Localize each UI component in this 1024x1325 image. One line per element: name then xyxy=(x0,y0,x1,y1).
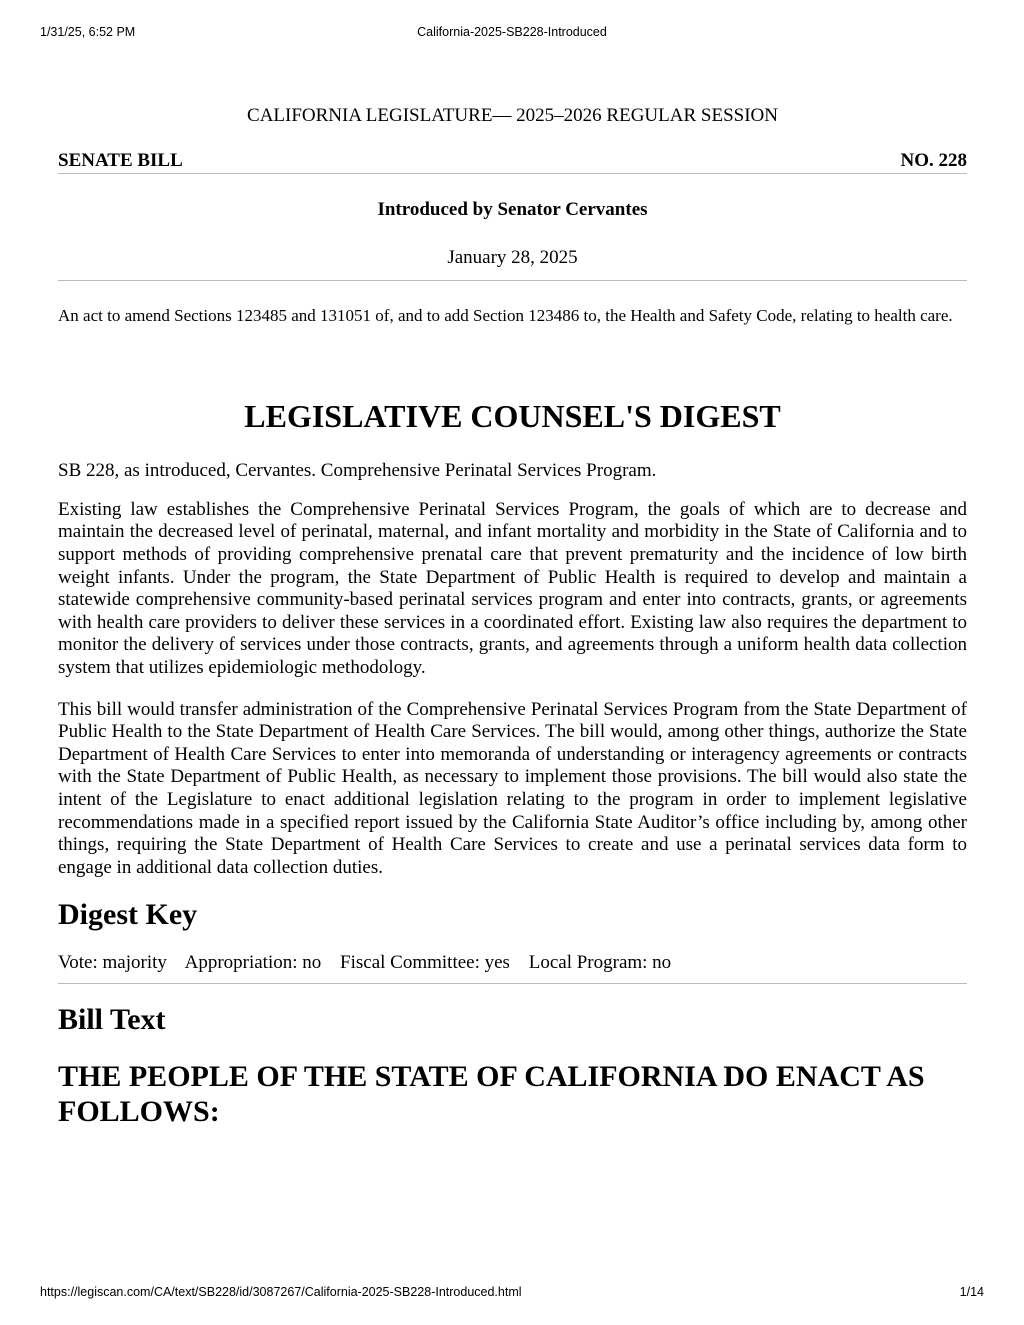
bill-text-title: Bill Text xyxy=(58,1003,166,1037)
bill-identifier-row xyxy=(58,149,967,174)
session-heading: CALIFORNIA LEGISLATURE— 2025–2026 REGULAR SESSION xyxy=(247,105,778,126)
enacting-clause: THE PEOPLE OF THE STATE OF CALIFORNIA DO ENACT AS FOLLOWS: xyxy=(58,1060,925,1129)
digest-summary: SB 228, as introduced, Cervantes. Comprehensive Perinatal Services Program. xyxy=(58,460,657,481)
print-datetime: 1/31/25, 6:52 PM xyxy=(40,25,136,39)
introduced-date: January 28, 2025 xyxy=(447,247,578,268)
source-url-link[interactable]: https://legiscan.com/CA/text/SB228/id/3087267/California-2025-SB228-Introduced.html xyxy=(40,1285,522,1299)
header-divider xyxy=(58,280,967,281)
page-number: 1/14 xyxy=(959,1285,984,1299)
bill-document xyxy=(58,104,967,1129)
digest-key-vote: Vote: majority xyxy=(58,952,167,974)
digest-paragraph-this-bill: This bill would transfer administration of the Comprehensive Perinatal Services Program from the State Department of Public Health to the State Department of Health Care Services. The bill would, among other things, authorize the State Department of Health Care Services to enter into memoranda of understanding or interagency agreements or contracts with the State Department of Public Health, as necessary to implement those provisions. The bill would also state the intent of the Legislature to enact additional legislation relating to the program in order to implement legislative recommendations made in a specified report issued by the California State Auditor’s office including by, among other things, requiring the State Department of Health Care Services to create and use a perinatal services data form to engage in additional data collection duties. xyxy=(58,698,967,878)
digest-paragraph-existing-law: Existing law establishes the Comprehensive Perinatal Services Program, the goals of which are to decrease and maintain the decreased level of perinatal, maternal, and infant mortality and morbidity in the State of California and to support methods of providing comprehensive prenatal care that prevent prematurity and the incidence of low birth weight infants. Under the program, the State Department of Public Health is required to develop and maintain a statewide comprehensive community-based perinatal services program and enter into contracts, grants, or agreements with health care providers to deliver these services in a coordinated effort. Existing law also requires the department to monitor the delivery of services under those contracts, grants, and agreements through a uniform health data collection system that utilizes epidemiologic methodology. xyxy=(58,498,967,678)
bill-type: SENATE BILL xyxy=(58,150,183,171)
digest-key-local-program: Local Program: no xyxy=(528,952,672,974)
print-doc-title: California-2025-SB228-Introduced xyxy=(417,25,607,39)
print-header xyxy=(40,25,984,43)
digest-key-fiscal-committee: Fiscal Committee: yes xyxy=(340,952,510,974)
digest-key-title: Digest Key xyxy=(58,898,198,932)
act-description: An act to amend Sections 123485 and 131051 of, and to add Section 123486 to, the Health and Safety Code, relating to health care. xyxy=(58,306,953,325)
digest-title: LEGISLATIVE COUNSEL'S DIGEST xyxy=(244,398,781,434)
digest-key-values xyxy=(58,951,967,984)
introduced-by: Introduced by Senator Cervantes xyxy=(377,199,648,220)
print-footer xyxy=(40,1285,984,1303)
bill-number: NO. 228 xyxy=(900,150,967,171)
digest-key-appropriation: Appropriation: no xyxy=(184,952,322,974)
